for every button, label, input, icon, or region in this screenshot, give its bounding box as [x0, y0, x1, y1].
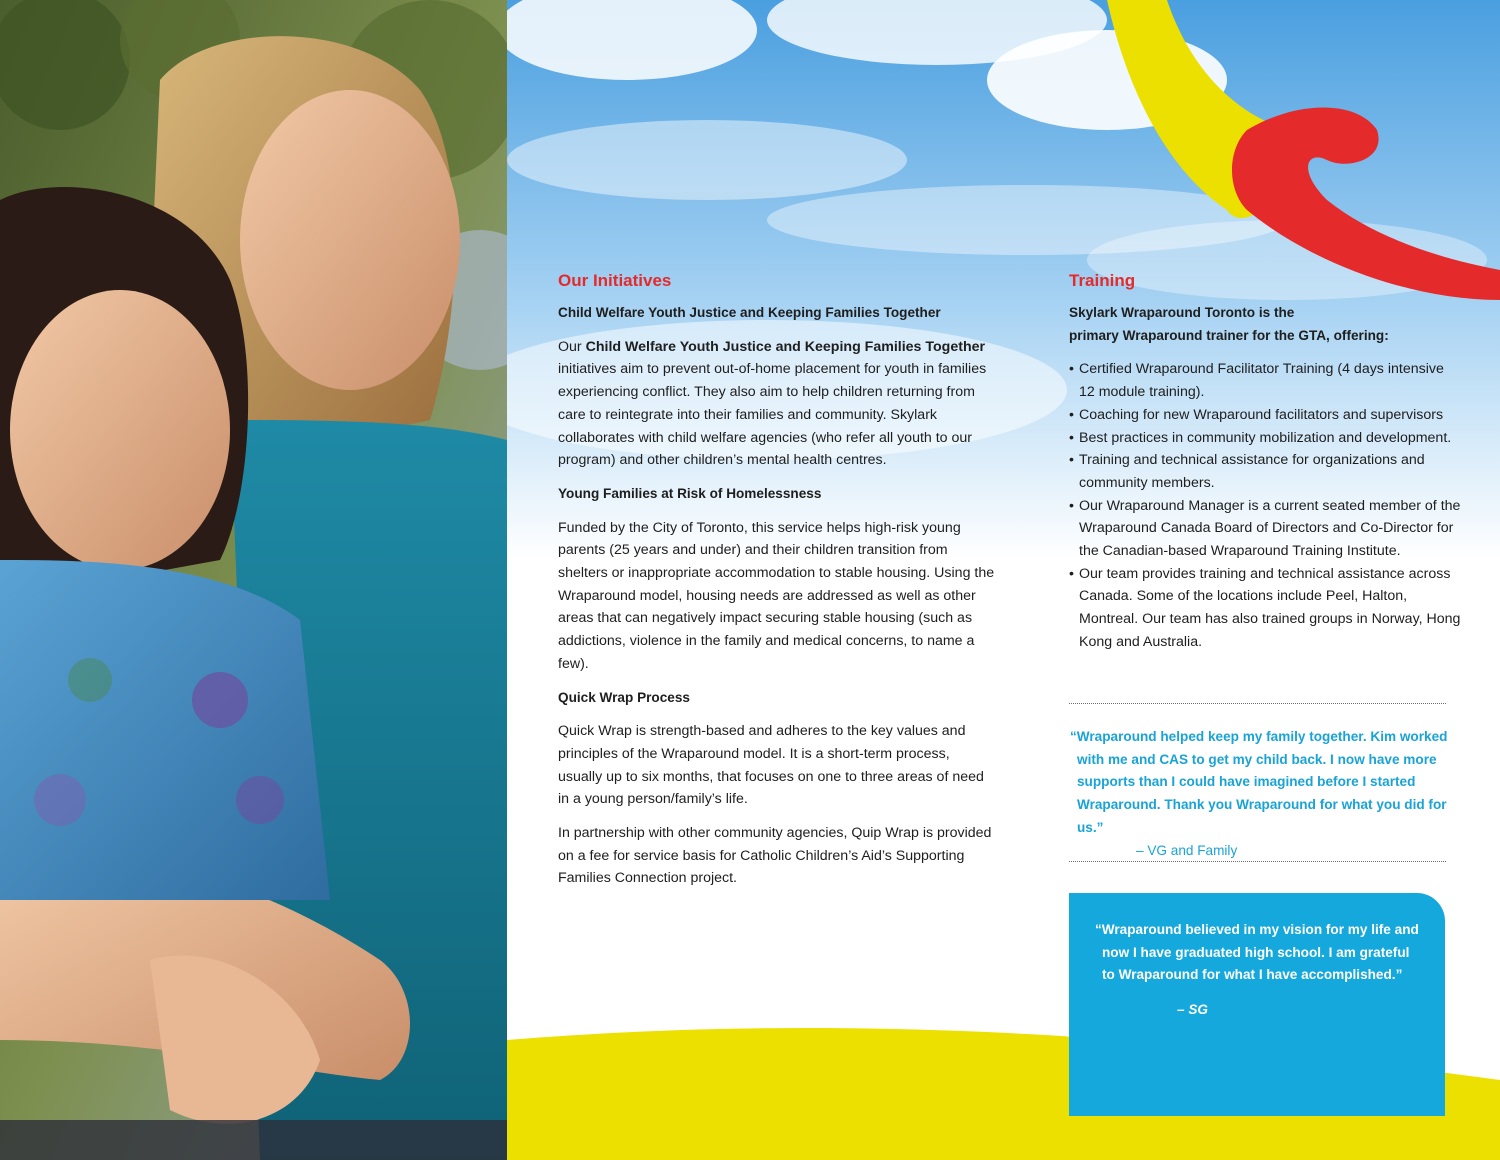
testimonial-sg-attribution: – SG	[1177, 1002, 1208, 1018]
divider-top	[1069, 703, 1446, 704]
training-lead	[1069, 302, 1461, 347]
testimonial-vg	[1069, 726, 1464, 862]
child-welfare-body	[558, 336, 996, 472]
training-title: Training	[1069, 271, 1136, 290]
testimonial-vg-attribution: – VG and Family	[1136, 842, 1238, 858]
child-welfare-text: initiatives aim to prevent out-of-home placement for youth in families experiencing conflict. They also aim to help children returning from care to reintegrate into their families and community. Skylark collaborates with child welfare agencies (who refer all youth to our program) and other children’s mental health centres.	[558, 361, 987, 469]
child-welfare-heading: Child Welfare Youth Justice and Keeping Families Together	[558, 305, 941, 320]
training-lead-line-2: primary Wraparound trainer for the GTA, offering:	[1069, 327, 1389, 343]
training-item: • Best practices in community mobilization and development.	[1069, 427, 1461, 450]
young-families-body: Funded by the City of Toronto, this service helps high-risk young parents (25 years and under) and their children transition from shelters or inappropriate accommodation to stable housing. Using the Wraparound model, housing needs are addressed as well as other areas that can negatively impact securing stable housing (such as addictions, violence in the family and medical concerns, to name a few).	[558, 519, 995, 672]
child-welfare-bold-name: Child Welfare Youth Justice and Keeping Families Together	[585, 338, 986, 355]
quick-wrap-body-1: Quick Wrap is strength-based and adheres to the key values and principles of the Wraparound model. It is a short-term process, usually up to six months, that focuses on one to three areas of need in a young person/family’s life.	[558, 723, 984, 808]
training-lead-line-1: Skylark Wraparound Toronto is the	[1069, 305, 1295, 320]
training-list	[1069, 358, 1461, 653]
testimonial-sg-text: “Wraparound believed in my vision for my life and now I have graduated high school. I am grateful to Wraparound for what I have accomplished.”	[1095, 922, 1419, 983]
initiatives-column	[558, 268, 996, 901]
training-item: • Our Wraparound Manager is a current seated member of the Wraparound Canada Board of Directors and Co-Director for the Canadian-based Wraparound Training Institute.	[1069, 495, 1461, 563]
child-welfare-intro: Our	[558, 338, 582, 355]
training-item: • Certified Wraparound Facilitator Training (4 days intensive 12 module training).	[1069, 358, 1461, 403]
testimonial-sg	[1095, 919, 1425, 1022]
young-families-heading: Young Families at Risk of Homelessness	[558, 485, 822, 501]
initiatives-title: Our Initiatives	[558, 271, 672, 290]
training-item: • Coaching for new Wraparound facilitators and supervisors	[1069, 404, 1461, 427]
training-item: • Training and technical assistance for organizations and community members.	[1069, 449, 1461, 494]
mother-daughter-photo	[0, 0, 507, 1160]
quick-wrap-heading: Quick Wrap Process	[558, 689, 690, 705]
training-column	[1069, 268, 1461, 654]
training-item: • Our team provides training and technical assistance across Canada. Some of the locations include Peel, Halton, Montreal. Our team has also trained groups in Norway, Hong Kong and Australia.	[1069, 563, 1461, 654]
testimonial-vg-text: “Wraparound helped keep my family together. Kim worked with me and CAS to get my child back. I now have more supports than I could have imagined before I started Wraparound. Thank you Wraparound for what you did for us.”	[1070, 729, 1448, 835]
quick-wrap-body-2: In partnership with other community agencies, Quip Wrap is provided on a fee for service basis for Catholic Children’s Aid’s Supporting Families Connection project.	[558, 825, 992, 887]
